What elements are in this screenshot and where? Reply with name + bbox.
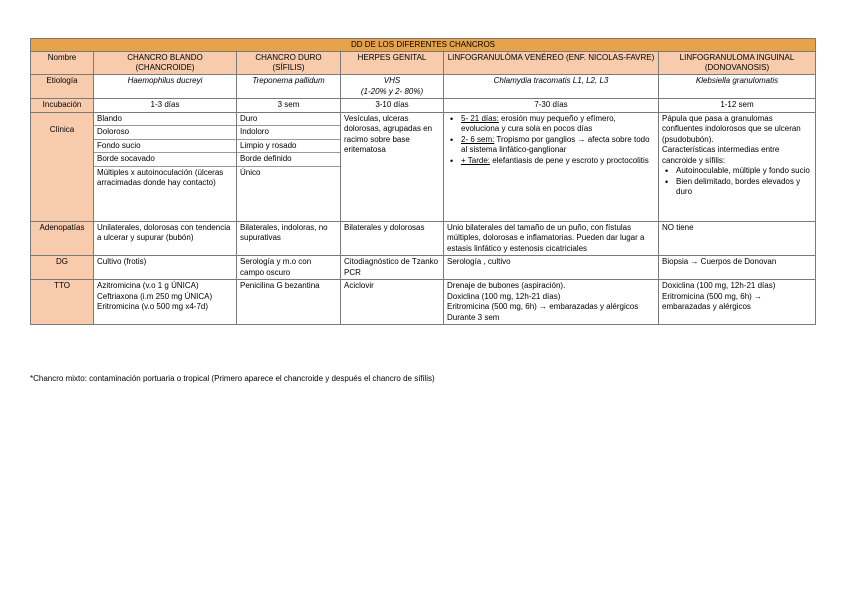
- clinica-chancro-blando-list: [94, 113, 236, 221]
- treatment-line: Azitromicina (v.o 1 g ÚNICA): [97, 281, 199, 290]
- adenopatias-chancro-duro: Bilaterales, indoloras, no supurativas: [237, 221, 341, 256]
- stage-label: + Tarde:: [461, 155, 490, 165]
- treatment-line: Durante 3 sem: [447, 312, 500, 322]
- clinica-lgv-list: [447, 114, 655, 167]
- clinica-chancro-duro-list: [237, 113, 340, 221]
- incubacion-chancro-duro: 3 sem: [237, 99, 341, 113]
- row-label-clinica: Clínica: [31, 112, 94, 221]
- etiologia-donovanosis: Klebsiella granulomatis: [659, 75, 816, 99]
- adenopatias-chancro-blando: Unilaterales, dolorosas con tendencia a ulcerar y supurar (bubón): [94, 221, 237, 256]
- dg-chancro-duro: Serología y m.o con campo oscuro: [237, 256, 341, 280]
- list-item: Indoloro: [237, 126, 340, 140]
- row-label-adenopatias: Adenopatías: [31, 221, 94, 256]
- stage-label: 5- 21 días:: [461, 113, 499, 123]
- treatment-line: Drenaje de bubones (aspiración).: [447, 281, 566, 290]
- row-clinica: [31, 112, 816, 221]
- header-herpes-genital: HERPES GENITAL: [341, 52, 444, 75]
- list-item: Único: [237, 166, 340, 221]
- header-nombre: Nombre: [31, 52, 94, 75]
- row-adenopatias: [31, 221, 816, 256]
- incubacion-chancro-blando: 1-3 días: [94, 99, 237, 113]
- list-item: • Autoinoculable, múltiple y fondo sucio: [676, 166, 812, 177]
- etiologia-chancro-blando: Haemophilus ducreyi: [94, 75, 237, 99]
- treatment-line: Doxiclina (100 mg, 12h-21 días): [662, 281, 776, 290]
- clinica-herpes: Vesículas, ulceras dolorosas, agrupadas en racimo sobre base eritematosa: [341, 112, 444, 221]
- footnote: *Chancro mixto: contaminación portuaria o tropical (Primero aparece el chancroide y después el chancro de sífilis): [30, 374, 435, 383]
- treatment-line: Doxiclina (100 mg, 12h-21 días): [447, 291, 561, 301]
- clinica-donovanosis-list: [662, 166, 812, 198]
- row-tto: [31, 280, 816, 325]
- dg-herpes: Citodiagnóstico de Tzanko PCR: [341, 256, 444, 280]
- header-chancro-blando: CHANCRO BLANDO (CHANCROIDE): [94, 52, 237, 75]
- adenopatias-donovanosis: NO tiene: [659, 221, 816, 256]
- table-title-row: [31, 39, 816, 52]
- row-label-dg: DG: [31, 256, 94, 280]
- incubacion-lgv: 7-30 días: [444, 99, 659, 113]
- adenopatias-lgv: Unio bilaterales del tamaño de un puño, con fístulas múltiples, dolorosas e inflamatorias. Pueden dar lugar a estasis linfático y estenosis cicatriciales: [444, 221, 659, 256]
- table-title: DD DE LOS DIFERENTES CHANCROS: [31, 39, 816, 52]
- incubacion-donovanosis: 1-12 sem: [659, 99, 816, 113]
- clinica-donovanosis-mid: Características intermedias entre cancroide y sífilis:: [662, 145, 780, 165]
- clinica-chancro-duro: [237, 112, 341, 221]
- row-label-tto: TTO: [31, 280, 94, 325]
- list-item: Borde socavado: [94, 153, 236, 167]
- incubacion-herpes: 3-10 días: [341, 99, 444, 113]
- list-item: [461, 114, 655, 135]
- stage-text: elefantiasis de pene y escroto y proctocolitis: [489, 155, 649, 165]
- list-item: Múltiples x autoinoculación (úlceras arracimadas donde hay contacto): [94, 166, 236, 221]
- list-item: Blando: [97, 113, 122, 123]
- row-etiologia: [31, 75, 816, 99]
- tto-herpes: Aciclovir: [341, 280, 444, 325]
- etiologia-chancro-duro: Treponema pallidum: [237, 75, 341, 99]
- list-item: Fondo sucio: [94, 139, 236, 153]
- row-dg: [31, 256, 816, 280]
- tto-chancro-duro: Penicilina G bezantina: [237, 280, 341, 325]
- row-label-etiologia: Etiología: [31, 75, 94, 99]
- tto-lgv: [444, 280, 659, 325]
- dg-lgv: Serología , cultivo: [444, 256, 659, 280]
- etiologia-lgv: Chlamydia tracomatis L1, L2, L3: [444, 75, 659, 99]
- list-item: Limpio y rosado: [237, 139, 340, 153]
- clinica-lgv: [444, 112, 659, 221]
- header-chancro-duro: CHANCRO DURO (SÍFILIS): [237, 52, 341, 75]
- etiologia-herpes-types: (1-20% y 2- 80%): [360, 86, 424, 96]
- stage-text: erosión muy pequeño y efímero, evoluciona y cura sola en pocos días: [461, 113, 616, 133]
- treatment-line: Eritromicina (500 mg, 6h) → embarazadas y alérgicos: [662, 291, 763, 311]
- header-linfogranuloma-inguinal: LINFOGRANULOMA INGUINAL (DONOVANOSIS): [659, 52, 816, 75]
- list-item: [461, 156, 655, 167]
- etiologia-herpes-virus: VHS: [383, 76, 401, 85]
- list-item: Doloroso: [94, 126, 236, 140]
- row-label-incubacion: Incubación: [31, 99, 94, 113]
- list-item: Borde definido: [237, 153, 340, 167]
- stage-text: Tropismo por ganglios → afecta sobre todo al sistema linfático-ganglionar: [461, 134, 650, 154]
- tto-chancro-blando: [94, 280, 237, 325]
- etiologia-herpes: [341, 75, 444, 99]
- dg-donovanosis: Biopsia → Cuerpos de Donovan: [659, 256, 816, 280]
- clinica-donovanosis-intro: Pápula que pasa a granulomas confluentes indolorosos que se ulceran (psudobubón).: [662, 113, 801, 144]
- clinica-chancro-blando: [94, 112, 237, 221]
- stage-label: 2- 6 sem:: [461, 134, 495, 144]
- treatment-line: Eritromicina (v.o 500 mg x4-7d): [97, 302, 208, 311]
- tto-donovanosis: [659, 280, 816, 325]
- treatment-line: Ceftriaxona (i.m 250 mg ÚNICA): [97, 291, 213, 301]
- adenopatias-herpes: Bilaterales y dolorosas: [341, 221, 444, 256]
- dg-chancro-blando: Cultivo (frotis): [94, 256, 237, 280]
- differential-diagnosis-table: [30, 38, 816, 325]
- header-linfogranuloma-venereo: LINFOGRANULÓMA VENÉREO (ENF. NICOLAS-FAVRE): [444, 52, 659, 75]
- list-item: [461, 135, 655, 156]
- row-incubacion: [31, 99, 816, 113]
- header-row: [31, 52, 816, 75]
- clinica-donovanosis: [659, 112, 816, 221]
- list-item: Duro: [240, 113, 258, 123]
- treatment-line: Eritromicina (500 mg, 6h) → embarazadas y alérgicos: [447, 302, 639, 311]
- list-item: • Bien delimitado, bordes elevados y duro: [676, 177, 812, 198]
